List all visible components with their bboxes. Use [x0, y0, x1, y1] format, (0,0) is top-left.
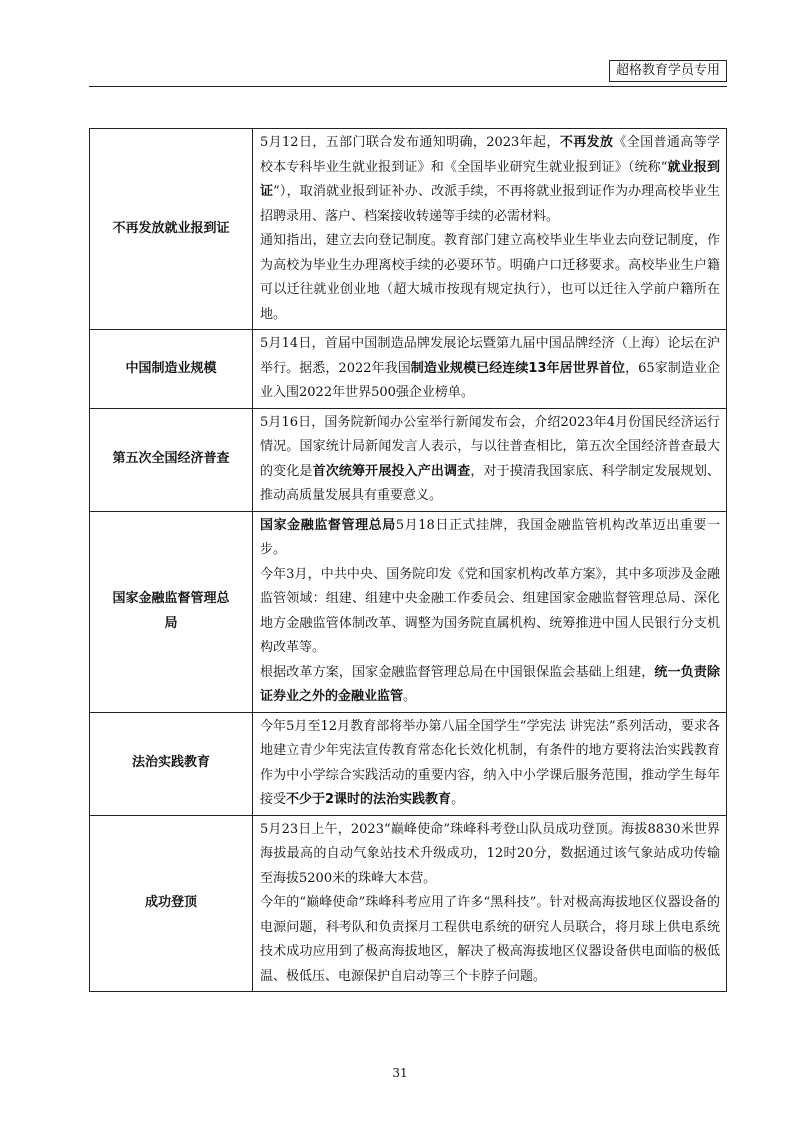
- text-run: 今年的“巅峰使命”珠峰科考应用了许多“黑科技”。针对极高海拔地区仪器设备的电源问题，科考队和负责探月工程供电系统的研究人员联合，将月球上供电系统技术成功应用到了极高海拔地区，解决了极高海拔地区仪器设备供电面临的极低温、极低压、电源保护自启动等三个卡脖子问题。: [260, 895, 720, 984]
- row-topic: 国家金融监督管理总局: [90, 511, 253, 712]
- bold-text: 国家金融监督管理总局: [260, 517, 396, 533]
- text-run: 今年3月，中共中央、国务院印发《党和国家机构改革方案》，其中多项涉及金融监管领域：组建、组建中央金融工作委员会、组建国家金融监督管理总局、深化地方金融监管体制改革、调整为国务院直属机构、统筹推进中国人民银行分支机构改革等。: [260, 566, 720, 655]
- news-table: [89, 128, 727, 992]
- text-run: 。: [451, 792, 465, 807]
- header-rule: [89, 86, 727, 87]
- text-run: ，65家制造业企业入围2022年世界500强企业榜单。: [260, 360, 720, 400]
- content-paragraph: [260, 131, 720, 229]
- text-run: 5月18日正式挂牌，我国金融监管机构改革迈出重要一步。: [260, 517, 720, 557]
- row-topic: 法治实践教育: [90, 712, 253, 815]
- content-paragraph: [260, 715, 720, 813]
- bold-text: 就业报到证: [260, 159, 720, 199]
- row-content: [253, 712, 727, 815]
- bold-text: 首次统筹开展投入产出调查: [312, 463, 471, 479]
- row-content: [253, 815, 727, 992]
- text-run: 根据改革方案，国家金融监督管理总局在中国银保监会基础上组建，: [260, 664, 655, 680]
- content-paragraph: [260, 332, 720, 406]
- text-run: ”），取消就业报到证补办、改派手续，不再将就业报到证作为办理高校毕业生招聘录用、落户、档案接收转递等手续的必需材料。: [260, 184, 720, 224]
- row-topic: 第五次全国经济普查: [90, 408, 253, 511]
- page-number: 31: [392, 1066, 408, 1080]
- row-content: [253, 408, 727, 511]
- bold-text: 制造业规模已经连续13年居世界首位: [410, 360, 626, 376]
- text-run: 。: [403, 689, 417, 704]
- header-badge: 超格教育学员专用: [609, 60, 727, 82]
- row-content: [253, 511, 727, 712]
- table-row: [90, 330, 727, 409]
- content-paragraph: [260, 818, 720, 892]
- content-paragraph: [260, 661, 720, 710]
- text-run: 5月23日上午，2023“巅峰使命”珠峰科考登山队员成功登顶。海拔8830米世界海拔最高的自动气象站技术升级成功，12时20分，数据通过该气象站成功传输至海拔5200米的珠峰大本营。: [260, 821, 720, 886]
- text-run: ，对于摸清我国家底、科学制定发展规划、推动高质量发展具有重要意义。: [260, 463, 720, 503]
- text-run: 《全国普通高等学校本专科毕业生就业报到证》和《全国毕业研究生就业报到证》（统称“: [260, 135, 720, 175]
- bold-text: 统一负责除证券业之外的金融业监管: [260, 664, 720, 704]
- content-paragraph: [260, 514, 720, 563]
- content-paragraph: [260, 411, 720, 509]
- row-content: [253, 129, 727, 330]
- row-topic: 中国制造业规模: [90, 330, 253, 409]
- content-paragraph: [260, 891, 720, 989]
- text-run: 今年5月至12月教育部将举办第八届全国学生“学宪法 讲宪法”系列活动，要求各地建立青少年宪法宣传教育常态化长效化机制，有条件的地方要将法治实践教育作为中小学综合实践活动的重要内容，纳入中小学课后服务范围，推动学生每年接受: [260, 718, 720, 807]
- content-paragraph: [260, 229, 720, 327]
- table-row: [90, 129, 727, 330]
- content-paragraph: [260, 563, 720, 661]
- news-table-body: [90, 129, 727, 992]
- text-run: 5月14日，首届中国制造品牌发展论坛暨第九届中国品牌经济（上海）论坛在沪举行。据悉，2022年我国: [260, 336, 720, 376]
- text-run: 通知指出，建立去向登记制度。教育部门建立高校毕业生毕业去向登记制度，作为高校为毕业生办理离校手续的必要环节。明确户口迁移要求。高校毕业生户籍可以迁往就业创业地（超大城市按现有规定执行），也可以迁往入学前户籍所在地。: [260, 233, 720, 322]
- row-topic: 不再发放就业报到证: [90, 129, 253, 330]
- table-row: [90, 712, 727, 815]
- table-row: [90, 408, 727, 511]
- row-topic: 成功登顶: [90, 815, 253, 992]
- table-row: [90, 815, 727, 992]
- bold-text: 不再发放: [559, 135, 614, 150]
- table-row: [90, 511, 727, 712]
- bold-text: 不少于2课时的法治实践教育: [286, 792, 452, 807]
- row-content: [253, 330, 727, 409]
- text-run: 5月12日，五部门联合发布通知明确，2023年起，: [260, 135, 560, 150]
- text-run: 5月16日，国务院新闻办公室举行新闻发布会，介绍2023年4月份国民经济运行情况。国家统计局新闻发言人表示，与以往普查相比，第五次全国经济普查最大的变化是: [260, 414, 720, 479]
